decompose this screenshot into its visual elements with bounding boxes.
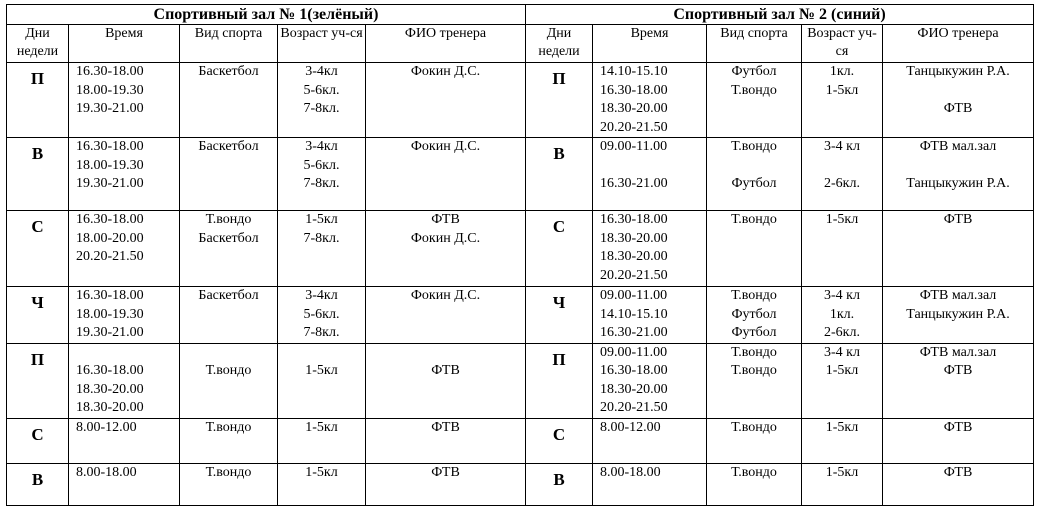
age-line: 1-5кл <box>825 363 859 378</box>
sport-cell <box>707 287 802 344</box>
day-letter: С <box>31 424 44 444</box>
time-cell <box>593 138 707 211</box>
time-line: 18.30-20.00 <box>600 249 668 264</box>
sport-cell <box>180 287 278 344</box>
time-cell <box>593 463 707 505</box>
hall-1-header-coach: ФИО тренера <box>366 25 526 63</box>
sport-line: Т.вондо <box>731 344 777 360</box>
time-line: 18.30-20.00 <box>600 230 668 246</box>
time-line <box>600 157 706 176</box>
sport-line: Т.вондо <box>731 363 777 378</box>
age-line: 3-4кл <box>305 288 338 303</box>
age-line: 5-6кл. <box>303 82 340 98</box>
day-letter: П <box>30 69 45 88</box>
hall-2-header-coach: ФИО тренера <box>883 25 1034 63</box>
coach-cell <box>366 343 526 418</box>
coach-line: ФТВ <box>431 212 460 227</box>
day-letter: В <box>553 144 565 163</box>
time-line: 18.00-19.30 <box>76 157 144 173</box>
sport-cell <box>707 463 802 505</box>
age-line: 1-5кл <box>825 464 859 480</box>
age-line: 5-6кл. <box>303 306 340 322</box>
hall-1-title: Спортивный зал № 1(зелёный) <box>7 5 526 25</box>
time-line: 18.00-19.30 <box>76 82 144 98</box>
coach-cell <box>883 63 1034 138</box>
sport-cell <box>707 418 802 463</box>
sport-line: Т.вондо <box>731 139 777 154</box>
age-line: 7-8кл. <box>303 230 340 246</box>
sport-cell <box>180 463 278 505</box>
coach-cell <box>883 138 1034 211</box>
time-cell <box>593 287 707 344</box>
age-cell <box>802 287 883 344</box>
age-line: 7-8кл. <box>303 176 340 191</box>
sport-line: Баскетбол <box>198 64 259 79</box>
day-cell <box>7 463 69 505</box>
day-letter: В <box>31 144 44 163</box>
coach-cell <box>883 211 1034 287</box>
coach-cell <box>366 138 526 211</box>
age-line: 1кл. <box>829 64 855 79</box>
time-line: 16.30-18.00 <box>600 212 668 227</box>
age-line: 2-6кл. <box>824 176 860 191</box>
time-cell <box>593 211 707 287</box>
time-line: 18.30-20.00 <box>76 381 144 397</box>
time-line: 18.00-20.00 <box>76 230 144 246</box>
coach-cell <box>883 343 1034 418</box>
day-cell <box>526 418 593 463</box>
sport-cell <box>707 63 802 138</box>
age-line: 3-4кл <box>305 139 338 154</box>
hall-2-title: Спортивный зал № 2 (синий) <box>526 5 1034 25</box>
time-line: 16.30-18.00 <box>600 363 668 378</box>
hall-1-header-time: Время <box>69 25 180 63</box>
day-cell <box>7 287 69 344</box>
day-cell <box>7 343 69 418</box>
hall-2-header-sport: Вид спорта <box>707 25 802 63</box>
time-line: 18.30-20.00 <box>600 381 668 397</box>
day-letter: П <box>30 349 45 369</box>
time-cell <box>69 418 180 463</box>
hall-1-header-sport: Вид спорта <box>180 25 278 63</box>
time-line: 18.00-19.30 <box>76 306 144 322</box>
age-line: 1кл. <box>829 306 855 322</box>
hall-1-header-days: Дни недели <box>7 25 69 63</box>
age-cell <box>278 138 366 211</box>
hall-1-header-age: Возраст уч-ся <box>278 25 366 63</box>
coach-line <box>883 157 1033 176</box>
day-cell <box>7 418 69 463</box>
coach-cell <box>366 63 526 138</box>
coach-line: ФТВ <box>943 419 973 435</box>
time-line: 14.10-15.10 <box>600 64 668 79</box>
coach-line: ФТВ <box>431 363 460 378</box>
age-line: 7-8кл. <box>303 101 340 116</box>
coach-line: Танцыкужин Р.А. <box>906 176 1010 191</box>
time-line: 09.00-11.00 <box>600 288 668 303</box>
coach-cell <box>883 418 1034 463</box>
time-cell <box>593 343 707 418</box>
age-cell <box>802 463 883 505</box>
day-letter: В <box>31 469 44 489</box>
day-cell <box>7 63 69 138</box>
coach-line: ФТВ <box>943 363 973 378</box>
day-letter: П <box>552 349 566 369</box>
age-line <box>802 157 882 176</box>
sport-line: Футбол <box>731 176 777 191</box>
coach-line: Фокин Д.С. <box>410 139 481 154</box>
time-line: 8.00-18.00 <box>76 464 137 480</box>
time-line: 16.30-18.00 <box>76 139 144 154</box>
age-line: 1-5кл <box>825 419 859 435</box>
time-cell <box>69 211 180 287</box>
time-cell <box>69 343 180 418</box>
age-cell <box>802 343 883 418</box>
day-cell <box>526 343 593 418</box>
coach-line: Фокин Д.С. <box>410 64 481 79</box>
coach-line: ФТВ <box>431 464 460 480</box>
age-cell <box>802 418 883 463</box>
hall-2-header-days: Дни недели <box>526 25 593 63</box>
age-cell <box>278 211 366 287</box>
age-cell <box>278 463 366 505</box>
age-line: 1-5кл <box>305 363 338 378</box>
time-line: 09.00-11.00 <box>600 344 668 360</box>
age-cell <box>278 63 366 138</box>
sport-cell <box>180 211 278 287</box>
time-line: 16.30-18.00 <box>76 212 144 227</box>
time-cell <box>69 138 180 211</box>
age-cell <box>278 418 366 463</box>
sport-line: Т.вондо <box>205 464 252 480</box>
header-row <box>7 25 1034 63</box>
hall-2-header-age: Возраст уч-ся <box>802 25 883 63</box>
coach-line: ФТВ мал.зал <box>919 288 997 303</box>
coach-line: Фокин Д.С. <box>410 230 481 246</box>
day-letter: Ч <box>552 293 566 312</box>
sport-line: Т.вондо <box>731 419 777 435</box>
time-line: 16.30-18.00 <box>600 82 668 98</box>
coach-cell <box>366 418 526 463</box>
age-line: 5-6кл. <box>303 157 340 173</box>
day-letter: С <box>552 217 566 236</box>
age-line <box>278 344 365 363</box>
day-cell <box>526 287 593 344</box>
time-line: 8.00-12.00 <box>600 419 661 435</box>
coach-line: Танцыкужин Р.А. <box>906 64 1010 79</box>
day-letter: С <box>552 424 566 444</box>
sport-line <box>707 157 801 176</box>
day-letter: С <box>31 217 44 236</box>
schedule-table <box>6 4 1034 506</box>
table-row <box>7 343 1034 418</box>
sport-line: Т.вондо <box>205 363 252 378</box>
time-line <box>76 344 179 363</box>
day-cell <box>526 211 593 287</box>
time-cell <box>69 63 180 138</box>
age-line: 1-5кл <box>305 464 338 480</box>
age-cell <box>278 343 366 418</box>
sport-cell <box>180 343 278 418</box>
sport-line: Баскетбол <box>198 139 259 154</box>
coach-cell <box>366 287 526 344</box>
coach-line <box>883 82 1033 101</box>
age-line: 3-4 кл <box>824 139 860 154</box>
time-line: 8.00-12.00 <box>76 419 137 435</box>
time-line: 16.30-18.00 <box>76 288 144 303</box>
coach-cell <box>883 463 1034 505</box>
coach-line: ФТВ <box>943 101 973 116</box>
time-line: 16.30-21.00 <box>600 325 668 340</box>
time-line: 20.20-21.50 <box>600 400 668 415</box>
coach-line: Фокин Д.С. <box>410 288 481 303</box>
sport-cell <box>707 211 802 287</box>
coach-line: ФТВ <box>943 212 973 227</box>
age-line: 1-5кл <box>825 82 859 98</box>
time-line: 16.30-18.00 <box>76 363 144 378</box>
time-line: 16.30-21.00 <box>600 176 668 191</box>
time-cell <box>69 463 180 505</box>
age-cell <box>802 63 883 138</box>
time-line: 18.30-20.00 <box>76 400 144 415</box>
coach-line <box>366 344 525 363</box>
sport-line: Т.вондо <box>205 419 252 435</box>
hall-2-header-time: Время <box>593 25 707 63</box>
day-cell <box>7 138 69 211</box>
coach-line: Танцыкужин Р.А. <box>906 306 1010 322</box>
sport-cell <box>180 418 278 463</box>
sport-line: Футбол <box>731 306 777 322</box>
age-line: 1-5кл <box>305 419 338 435</box>
time-line: 20.20-21.50 <box>600 119 668 135</box>
time-line: 09.00-11.00 <box>600 139 668 154</box>
sport-line: Т.вондо <box>205 212 252 227</box>
table-row <box>7 63 1034 138</box>
sport-line: Баскетбол <box>198 288 259 303</box>
age-cell <box>802 211 883 287</box>
table-row <box>7 211 1034 287</box>
sport-line: Футбол <box>731 64 777 79</box>
time-line: 8.00-18.00 <box>600 464 661 480</box>
day-letter: Ч <box>31 293 44 312</box>
age-line: 3-4кл <box>305 64 338 79</box>
sport-line <box>180 344 277 363</box>
sport-cell <box>707 138 802 211</box>
coach-cell <box>883 287 1034 344</box>
coach-line: ФТВ <box>431 419 460 435</box>
time-line: 19.30-21.00 <box>76 325 144 340</box>
age-line: 2-6кл. <box>824 325 860 340</box>
table-row <box>7 463 1034 505</box>
sport-line: Баскетбол <box>198 230 259 246</box>
coach-cell <box>366 211 526 287</box>
coach-line: ФТВ <box>943 464 973 480</box>
age-line: 1-5кл <box>305 212 338 227</box>
time-cell <box>593 418 707 463</box>
sport-cell <box>707 343 802 418</box>
table-row <box>7 418 1034 463</box>
time-cell <box>69 287 180 344</box>
sport-cell <box>180 138 278 211</box>
day-cell <box>7 211 69 287</box>
day-cell <box>526 463 593 505</box>
sport-line: Т.вондо <box>731 212 777 227</box>
time-cell <box>593 63 707 138</box>
age-line: 1-5кл <box>825 212 859 227</box>
day-cell <box>526 63 593 138</box>
time-line: 16.30-18.00 <box>76 64 144 79</box>
age-cell <box>278 287 366 344</box>
table-row <box>7 138 1034 211</box>
sport-line: Т.вондо <box>731 82 777 98</box>
time-line: 20.20-21.50 <box>76 249 144 264</box>
age-line: 7-8кл. <box>303 325 340 340</box>
time-line: 18.30-20.00 <box>600 101 668 116</box>
age-cell <box>802 138 883 211</box>
sport-line: Т.вондо <box>731 464 777 480</box>
age-line: 3-4 кл <box>824 344 860 360</box>
day-cell <box>526 138 593 211</box>
sport-line: Футбол <box>731 325 777 340</box>
time-line: 14.10-15.10 <box>600 306 668 322</box>
time-line: 19.30-21.00 <box>76 176 144 191</box>
sport-cell <box>180 63 278 138</box>
age-line: 3-4 кл <box>824 288 860 303</box>
day-letter: П <box>552 69 566 88</box>
sport-line: Т.вондо <box>731 288 777 303</box>
coach-line: ФТВ мал.зал <box>919 139 997 154</box>
table-row <box>7 287 1034 344</box>
time-line: 20.20-21.50 <box>600 267 668 283</box>
time-line: 19.30-21.00 <box>76 101 144 116</box>
day-letter: В <box>553 469 565 489</box>
coach-line: ФТВ мал.зал <box>919 344 997 360</box>
coach-cell <box>366 463 526 505</box>
